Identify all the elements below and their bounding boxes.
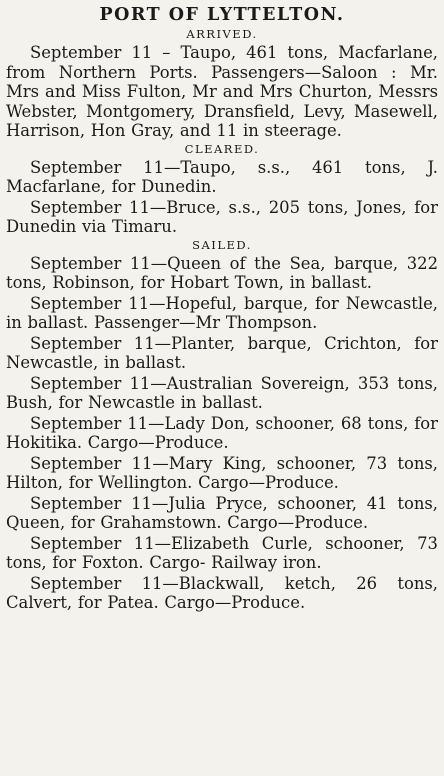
section-heading-arrived: ARRIVED. (186, 27, 258, 41)
section-heading-sailed: SAILED. (192, 237, 252, 252)
shipping-entry: September 11—Bruce, s.s., 205 tons, Jones, for Dunedin via Timaru. (6, 197, 438, 236)
section-heading-cleared: CLEARED. (184, 141, 260, 156)
shipping-entry: September 11—Mary King, schooner, 73 tons, Hilton, for Wellington. Cargo—Produce. (6, 453, 438, 492)
shipping-entry: September 11—Hopeful, barque, for Newcastle, in ballast. Passenger—Mr Thompson. (6, 293, 438, 332)
shipping-entry: September 11—Julia Pryce, schooner, 41 tons, Queen, for Grahamstown. Cargo—Produce. (6, 493, 438, 532)
shipping-entry: September 11—Elizabeth Curle, schooner, 73 tons, for Foxton. Cargo- Railway iron. (6, 533, 438, 572)
shipping-entry: September 11 – Taupo, 461 tons, Macfarlane, from Northern Ports. Passengers—Saloon : Mr. Mrs and Miss Fulton, Mr and Mrs Churton, Messrs Webster, Montgomery, Dransfield, Levy, Masewell, Harrison, Hon Gray, and 11 in steerage. (6, 43, 438, 140)
shipping-entry: September 11—Blackwall, ketch, 26 tons, Calvert, for Patea. Cargo—Produce. (6, 573, 438, 612)
shipping-entry: September 11—Australian Sovereign, 353 tons, Bush, for Newcastle in ballast. (6, 373, 438, 412)
page-title: PORT OF LYTTELTON. (99, 5, 345, 25)
shipping-entry: September 11—Lady Don, schooner, 68 tons, for Hokitika. Cargo—Produce. (6, 413, 438, 452)
shipping-entry: September 11—Taupo, s.s., 461 tons, J. Macfarlane, for Dunedin. (6, 157, 438, 196)
shipping-entry: September 11—Queen of the Sea, barque, 322 tons, Robinson, for Hobart Town, in ballast. (6, 253, 438, 292)
shipping-entry: September 11—Planter, barque, Crichton, for Newcastle, in ballast. (6, 333, 438, 372)
